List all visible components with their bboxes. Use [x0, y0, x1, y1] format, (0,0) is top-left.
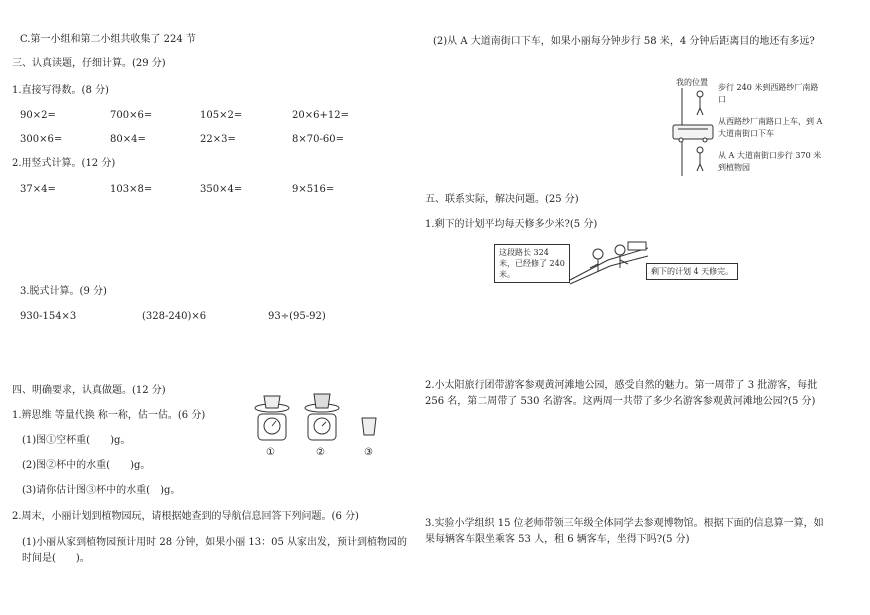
q3-title: 3.脱式计算。(9 分)	[20, 286, 107, 297]
q5-2: 2.小太阳旅行团带游客参观黄河滩地公园，感受自然的魅力。第一周带了 3 批游客，每批 256 名，第二周带了 530 名游客。这两周一共带了多少名游客参观黄河滩地公园?(5 分)	[425, 380, 818, 407]
step-calc-item: 930-154×3	[20, 311, 77, 322]
calc-item: 300×6=	[20, 134, 63, 145]
nav-step-2: 从西路纱厂南路口上车，到 A 大道南街口下车	[718, 117, 823, 138]
road-workers-figure	[568, 240, 650, 286]
step-calc-item: (328-240)×6	[142, 311, 207, 322]
scale-icon	[305, 394, 339, 440]
nav-my-location: 我的位置	[676, 78, 708, 87]
vertical-calc-item: 350×4=	[200, 184, 243, 195]
option-c-line: C.第一小组和第二小组共收集了 224 节	[20, 34, 196, 45]
figure-label: ①	[266, 447, 275, 458]
vertical-calc-item: 37×4=	[20, 184, 56, 195]
calc-item: 700×6=	[110, 110, 153, 121]
vertical-calc-item: 9×516=	[292, 184, 335, 195]
q4-1-part-2: (2)图②杯中的水重( )g。	[22, 460, 151, 471]
section-3-title: 三、认真读题，仔细计算。(29 分)	[12, 58, 166, 69]
speech-bubble-right: 剩下的计划 4 天修完。	[646, 263, 738, 280]
figure-label: ②	[316, 447, 325, 458]
section-5-title: 五、联系实际，解决问题。(25 分)	[425, 194, 579, 205]
bus-icon	[673, 125, 713, 142]
navigation-route-figure	[672, 88, 716, 180]
q5-3: 3.实验小学组织 15 位老师带领三年级全体同学去参观博物馆。根据下面的信息算一算，如果每辆客车限坐乘客 53 人，租 6 辆客车，坐得下吗?(5 分)	[425, 518, 824, 545]
nav-step-1: 步行 240 米到西路纱厂南路口	[718, 83, 819, 104]
nav-step-3: 从 A 大道南街口步行 370 米到植物园	[718, 151, 822, 172]
step-calc-item: 93÷(95-92)	[268, 311, 326, 322]
q4-1-part-1: (1)图①空杯重( )g。	[22, 435, 131, 446]
person-icon	[697, 147, 703, 171]
cup-icon	[362, 418, 376, 435]
q5-1-title: 1.剩下的计划平均每天修多少米?(5 分)	[425, 219, 598, 230]
calc-item: 105×2=	[200, 110, 243, 121]
calc-item: 22×3=	[200, 134, 236, 145]
q4-2-part-2: (2)从 A 大道南街口下车，如果小丽每分钟步行 58 米，4 分钟后距离目的地还有多远?	[433, 36, 815, 47]
q4-1-part-3: (3)请你估计图③杯中的水重( )g。	[22, 485, 181, 496]
q2-title: 2.用竖式计算。(12 分)	[12, 158, 116, 169]
q4-2-part-1: (1)小丽从家到植物园预计用时 28 分钟，如果小丽 13：05 从家出发，预计到植物园的时间是( )。	[22, 537, 408, 564]
vertical-calc-item: 103×8=	[110, 184, 153, 195]
q4-1-title: 1.辨思维 等量代换 称一称，估一估。(6 分)	[12, 410, 206, 421]
calc-item: 80×4=	[110, 134, 146, 145]
q4-2-title: 2.周末，小丽计划到植物园玩，请根据她查到的导航信息回答下列问题。(6 分)	[12, 511, 359, 522]
person-icon	[697, 91, 703, 115]
scale-icon	[255, 396, 289, 440]
q1-title: 1.直接写得数。(8 分)	[12, 85, 109, 96]
calc-item: 20×6+12=	[292, 110, 349, 121]
calc-item: 8×70-60=	[292, 134, 344, 145]
section-4-title: 四、明确要求，认真做题。(12 分)	[12, 385, 166, 396]
speech-bubble-left: 这段路长 324 米，已经修了 240 米。	[494, 244, 570, 283]
calc-item: 90×2=	[20, 110, 56, 121]
figure-label: ③	[364, 447, 373, 458]
